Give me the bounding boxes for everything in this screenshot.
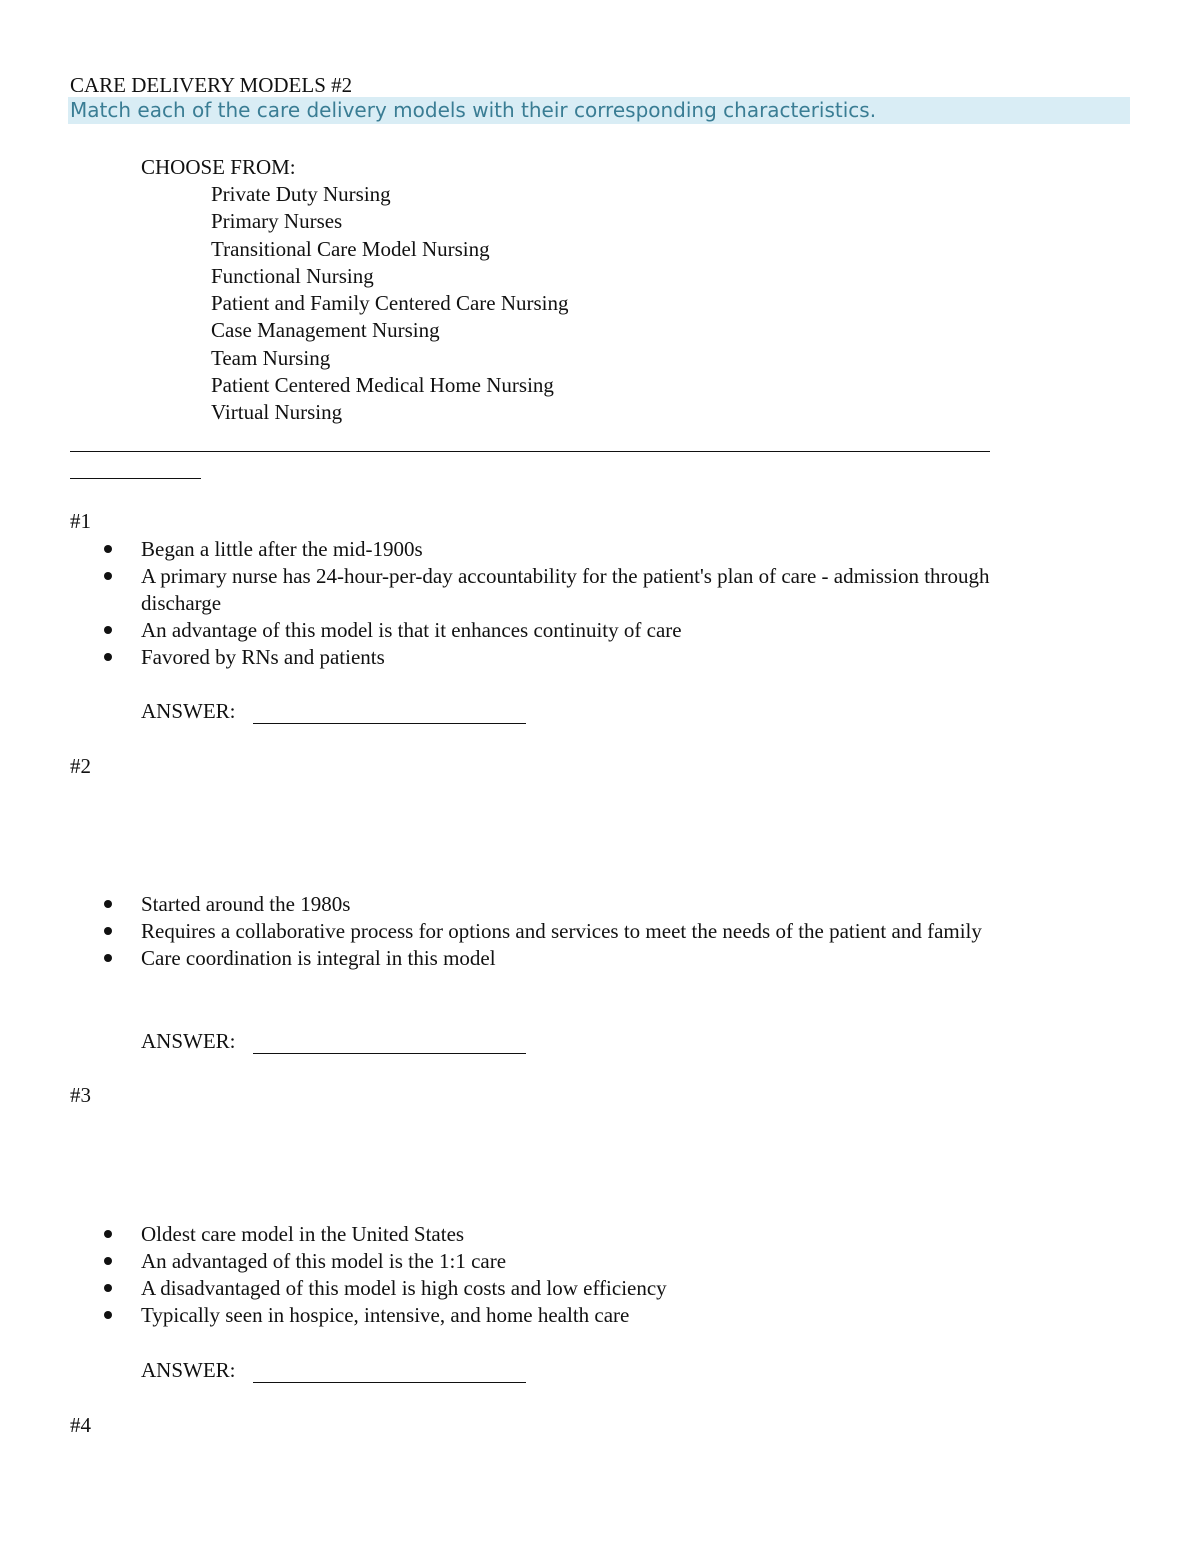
bullet-icon	[104, 954, 112, 962]
answer-label: ANSWER:	[141, 1358, 236, 1382]
bullet-icon	[104, 900, 112, 908]
question-number: #2	[70, 754, 91, 778]
list-item: A primary nurse has 24-hour-per-day accountability for the patient's plan of care - admission through discharge	[0, 563, 991, 617]
choose-from-heading: CHOOSE FROM:	[141, 155, 296, 179]
answer-label: ANSWER:	[141, 1029, 236, 1053]
choice-item: Transitional Care Model Nursing	[211, 236, 490, 261]
list-item: An advantage of this model is that it enhances continuity of care	[0, 617, 991, 644]
bullet-icon	[104, 1311, 112, 1319]
bullet-icon	[104, 572, 112, 580]
answer-blank-2[interactable]	[253, 1053, 526, 1054]
choice-item: Private Duty Nursing	[211, 182, 391, 206]
list-item: Oldest care model in the United States	[0, 1221, 991, 1248]
question-1-characteristics	[0, 536, 991, 671]
list-item: Favored by RNs and patients	[0, 644, 991, 671]
bullet-icon	[104, 626, 112, 634]
choose-from-list	[211, 181, 569, 426]
section-divider-short	[70, 478, 201, 479]
question-number: #3	[70, 1083, 91, 1107]
bullet-icon	[104, 927, 112, 935]
choice-item: Case Management Nursing	[211, 318, 440, 343]
bullet-icon	[104, 1257, 112, 1265]
question-3-characteristics	[0, 1221, 991, 1329]
question-2-characteristics	[0, 891, 991, 972]
choice-item: Primary Nurses	[211, 209, 343, 234]
list-item: A disadvantaged of this model is high costs and low efficiency	[0, 1275, 991, 1302]
bullet-icon	[104, 1230, 112, 1238]
choice-item: Patient and Family Centered Care Nursing	[211, 291, 569, 315]
choice-item: Virtual Nursing	[211, 400, 343, 424]
choice-item: Functional Nursing	[211, 263, 374, 288]
choice-item: Team Nursing	[211, 345, 331, 370]
list-item: Began a little after the mid-1900s	[0, 536, 991, 563]
question-number: #1	[70, 509, 91, 533]
bullet-icon	[104, 545, 112, 553]
list-item: Care coordination is integral in this model	[0, 945, 991, 972]
choice-item: Patient Centered Medical Home Nursing	[211, 372, 554, 397]
answer-blank-1[interactable]	[253, 723, 526, 724]
page-title: CARE DELIVERY MODELS #2	[70, 73, 353, 97]
section-divider	[70, 451, 990, 452]
list-item: Typically seen in hospice, intensive, and home health care	[0, 1302, 991, 1329]
answer-label: ANSWER:	[141, 699, 236, 723]
list-item: Started around the 1980s	[0, 891, 991, 918]
bullet-icon	[104, 653, 112, 661]
list-item: An advantaged of this model is the 1:1 care	[0, 1248, 991, 1275]
instructions: Match each of the care delivery models with their corresponding characteristics.	[70, 98, 877, 122]
answer-blank-3[interactable]	[253, 1382, 526, 1383]
question-number: #4	[70, 1413, 91, 1437]
list-item: Requires a collaborative process for options and services to meet the needs of the patient and family	[0, 918, 991, 945]
bullet-icon	[104, 1284, 112, 1292]
